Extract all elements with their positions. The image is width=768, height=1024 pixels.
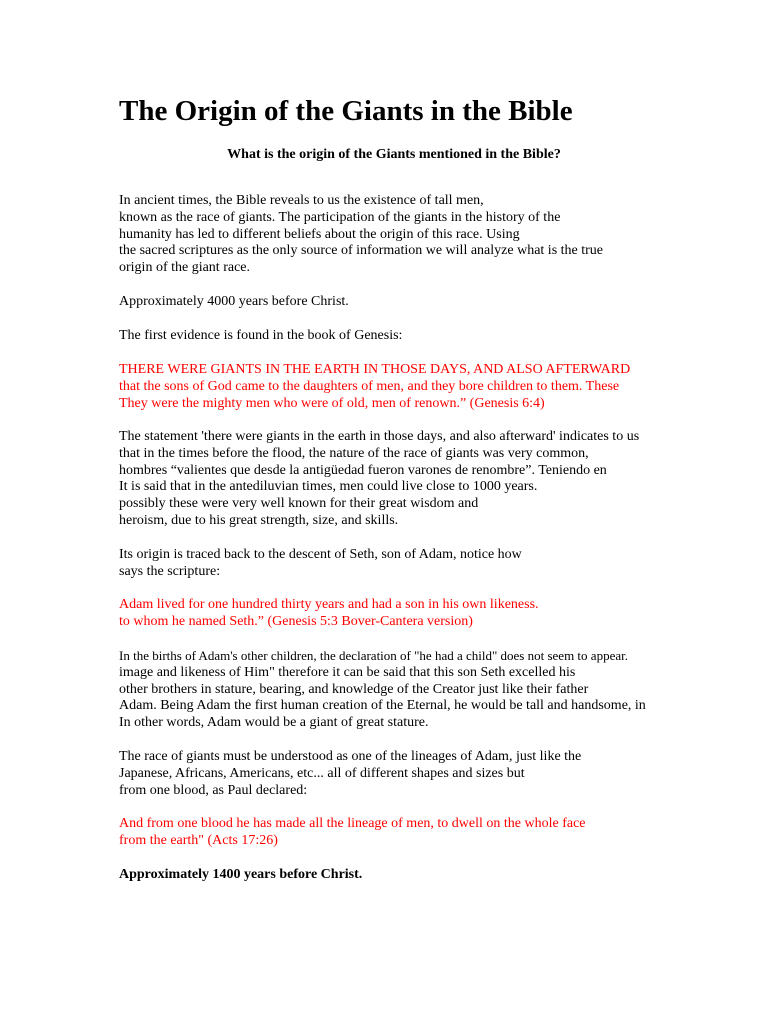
paragraph-adam-children xyxy=(119,648,646,732)
text-line: the sacred scriptures as the only source of information we will analyze what is the true xyxy=(119,243,604,259)
quote-line: They were the mighty men who were of old, men of renown.” (Genesis 6:4) xyxy=(119,395,545,411)
quote-line: THERE WERE GIANTS IN THE EARTH IN THOSE DAYS, AND ALSO AFTERWARD xyxy=(119,362,631,377)
paragraph-statement xyxy=(119,429,639,530)
paragraph-date-4000 xyxy=(119,294,349,311)
text-line: The race of giants must be understood as one of the lineages of Adam, just like the xyxy=(119,749,582,764)
text-line: Its origin is traced back to the descent of Seth, son of Adam, notice how xyxy=(119,547,522,562)
text-line: that in the times before the flood, the nature of the race of giants was very common, xyxy=(119,445,589,461)
text-line: Approximately 4000 years before Christ. xyxy=(119,294,349,309)
paragraph-first-evidence xyxy=(119,328,402,345)
text-line: image and likeness of Him" therefore it can be said that this son Seth excelled his xyxy=(119,664,576,680)
document-title: The Origin of the Giants in the Bible xyxy=(119,95,573,127)
document-subtitle: What is the origin of the Giants mentioned in the Bible? xyxy=(227,147,561,162)
text-line: known as the race of giants. The participation of the giants in the history of the xyxy=(119,209,561,225)
text-line: The first evidence is found in the book of Genesis: xyxy=(119,328,403,343)
quote-genesis-5-3 xyxy=(119,597,539,631)
quote-line: to whom he named Seth.” (Genesis 5:3 Bover-Cantera version) xyxy=(119,613,473,629)
text-line: origin of the giant race. xyxy=(119,260,251,276)
paragraph-race-lineages xyxy=(119,749,581,799)
quote-line: from the earth" (Acts 17:26) xyxy=(119,832,278,848)
quote-genesis-6-4 xyxy=(119,362,630,412)
text-line: In other words, Adam would be a giant of great stature. xyxy=(119,715,429,731)
text-line: heroism, due to his great strength, size, and skills. xyxy=(119,512,399,528)
text-line: other brothers in stature, bearing, and knowledge of the Creator just like their father xyxy=(119,681,589,697)
quote-line: And from one blood he has made all the lineage of men, to dwell on the whole face xyxy=(119,816,586,831)
section-heading-1400 xyxy=(119,867,362,884)
paragraph-origin-seth xyxy=(119,547,522,581)
text-line: humanity has led to different beliefs about the origin of this race. Using xyxy=(119,226,520,242)
text-line: from one blood, as Paul declared: xyxy=(119,782,308,798)
text-line: The statement 'there were giants in the earth in those days, and also afterward' indicates to us xyxy=(119,429,640,444)
text-line: In the births of Adam's other children, the declaration of "he had a child" does not seem to appear. xyxy=(119,648,628,663)
text-line: says the scripture: xyxy=(119,563,221,579)
text-line: It is said that in the antediluvian times, men could live close to 1000 years. xyxy=(119,479,538,495)
quote-line: Adam lived for one hundred thirty years and had a son in his own likeness. xyxy=(119,597,539,612)
text-line: Adam. Being Adam the first human creation of the Eternal, he would be tall and handsome, in xyxy=(119,698,646,714)
paragraph-intro xyxy=(119,193,603,277)
text-line: In ancient times, the Bible reveals to us the existence of tall men, xyxy=(119,193,484,208)
quote-line: that the sons of God came to the daughters of men, and they bore children to them. These xyxy=(119,378,620,394)
text-line: Japanese, Africans, Americans, etc... all of different shapes and sizes but xyxy=(119,765,525,781)
text-line: possibly these were very well known for their great wisdom and xyxy=(119,496,479,512)
text-line: Approximately 1400 years before Christ. xyxy=(119,867,363,882)
quote-acts-17-26 xyxy=(119,816,586,850)
text-line: hombres “valientes que desde la antigüedad fueron varones de renombre”. Teniendo en xyxy=(119,462,607,478)
